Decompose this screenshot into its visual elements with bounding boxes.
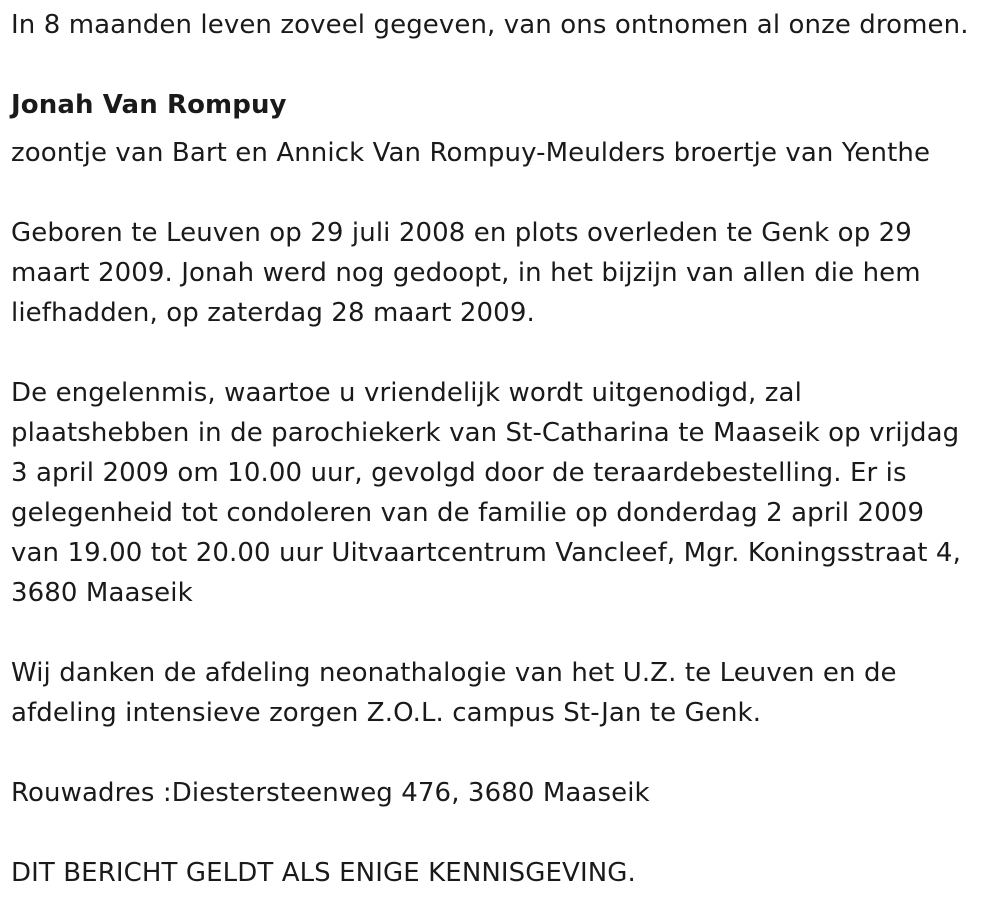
service-line: van 19.00 tot 20.00 uur Uitvaartcentrum Vancleef, Mgr. Koningsstraat 4, xyxy=(11,538,961,568)
service-line: 3680 Maaseik xyxy=(11,578,193,608)
service-line: De engelenmis, waartoe u vriendelijk wordt uitgenodigd, zal xyxy=(11,378,802,408)
family-relation-line: zoontje van Bart en Annick Van Rompuy-Meulders broertje van Yenthe xyxy=(11,138,931,168)
birth-line: liefhadden, op zaterdag 28 maart 2009. xyxy=(11,298,535,328)
birth-line: Geboren te Leuven op 29 juli 2008 en plots overleden te Genk op 29 xyxy=(11,218,912,248)
service-line: gelegenheid tot condoleren van de familie op donderdag 2 april 2009 xyxy=(11,498,925,528)
service-line: 3 april 2009 om 10.00 uur, gevolgd door de teraardebestelling. Er is xyxy=(11,458,907,488)
mourning-address: Rouwadres :Diestersteenweg 476, 3680 Maaseik xyxy=(11,778,650,808)
notice-line: DIT BERICHT GELDT ALS ENIGE KENNISGEVING. xyxy=(11,858,636,888)
thanks-line: afdeling intensieve zorgen Z.O.L. campus St-Jan te Genk. xyxy=(11,698,762,728)
opening-line: In 8 maanden leven zoveel gegeven, van ons ontnomen al onze dromen. xyxy=(11,10,969,40)
service-line: plaatshebben in de parochiekerk van St-Catharina te Maaseik op vrijdag xyxy=(11,418,960,448)
birth-line: maart 2009. Jonah werd nog gedoopt, in het bijzijn van allen die hem xyxy=(11,258,921,288)
thanks-line: Wij danken de afdeling neonathalogie van het U.Z. te Leuven en de xyxy=(11,658,897,688)
deceased-name: Jonah Van Rompuy xyxy=(11,90,287,120)
